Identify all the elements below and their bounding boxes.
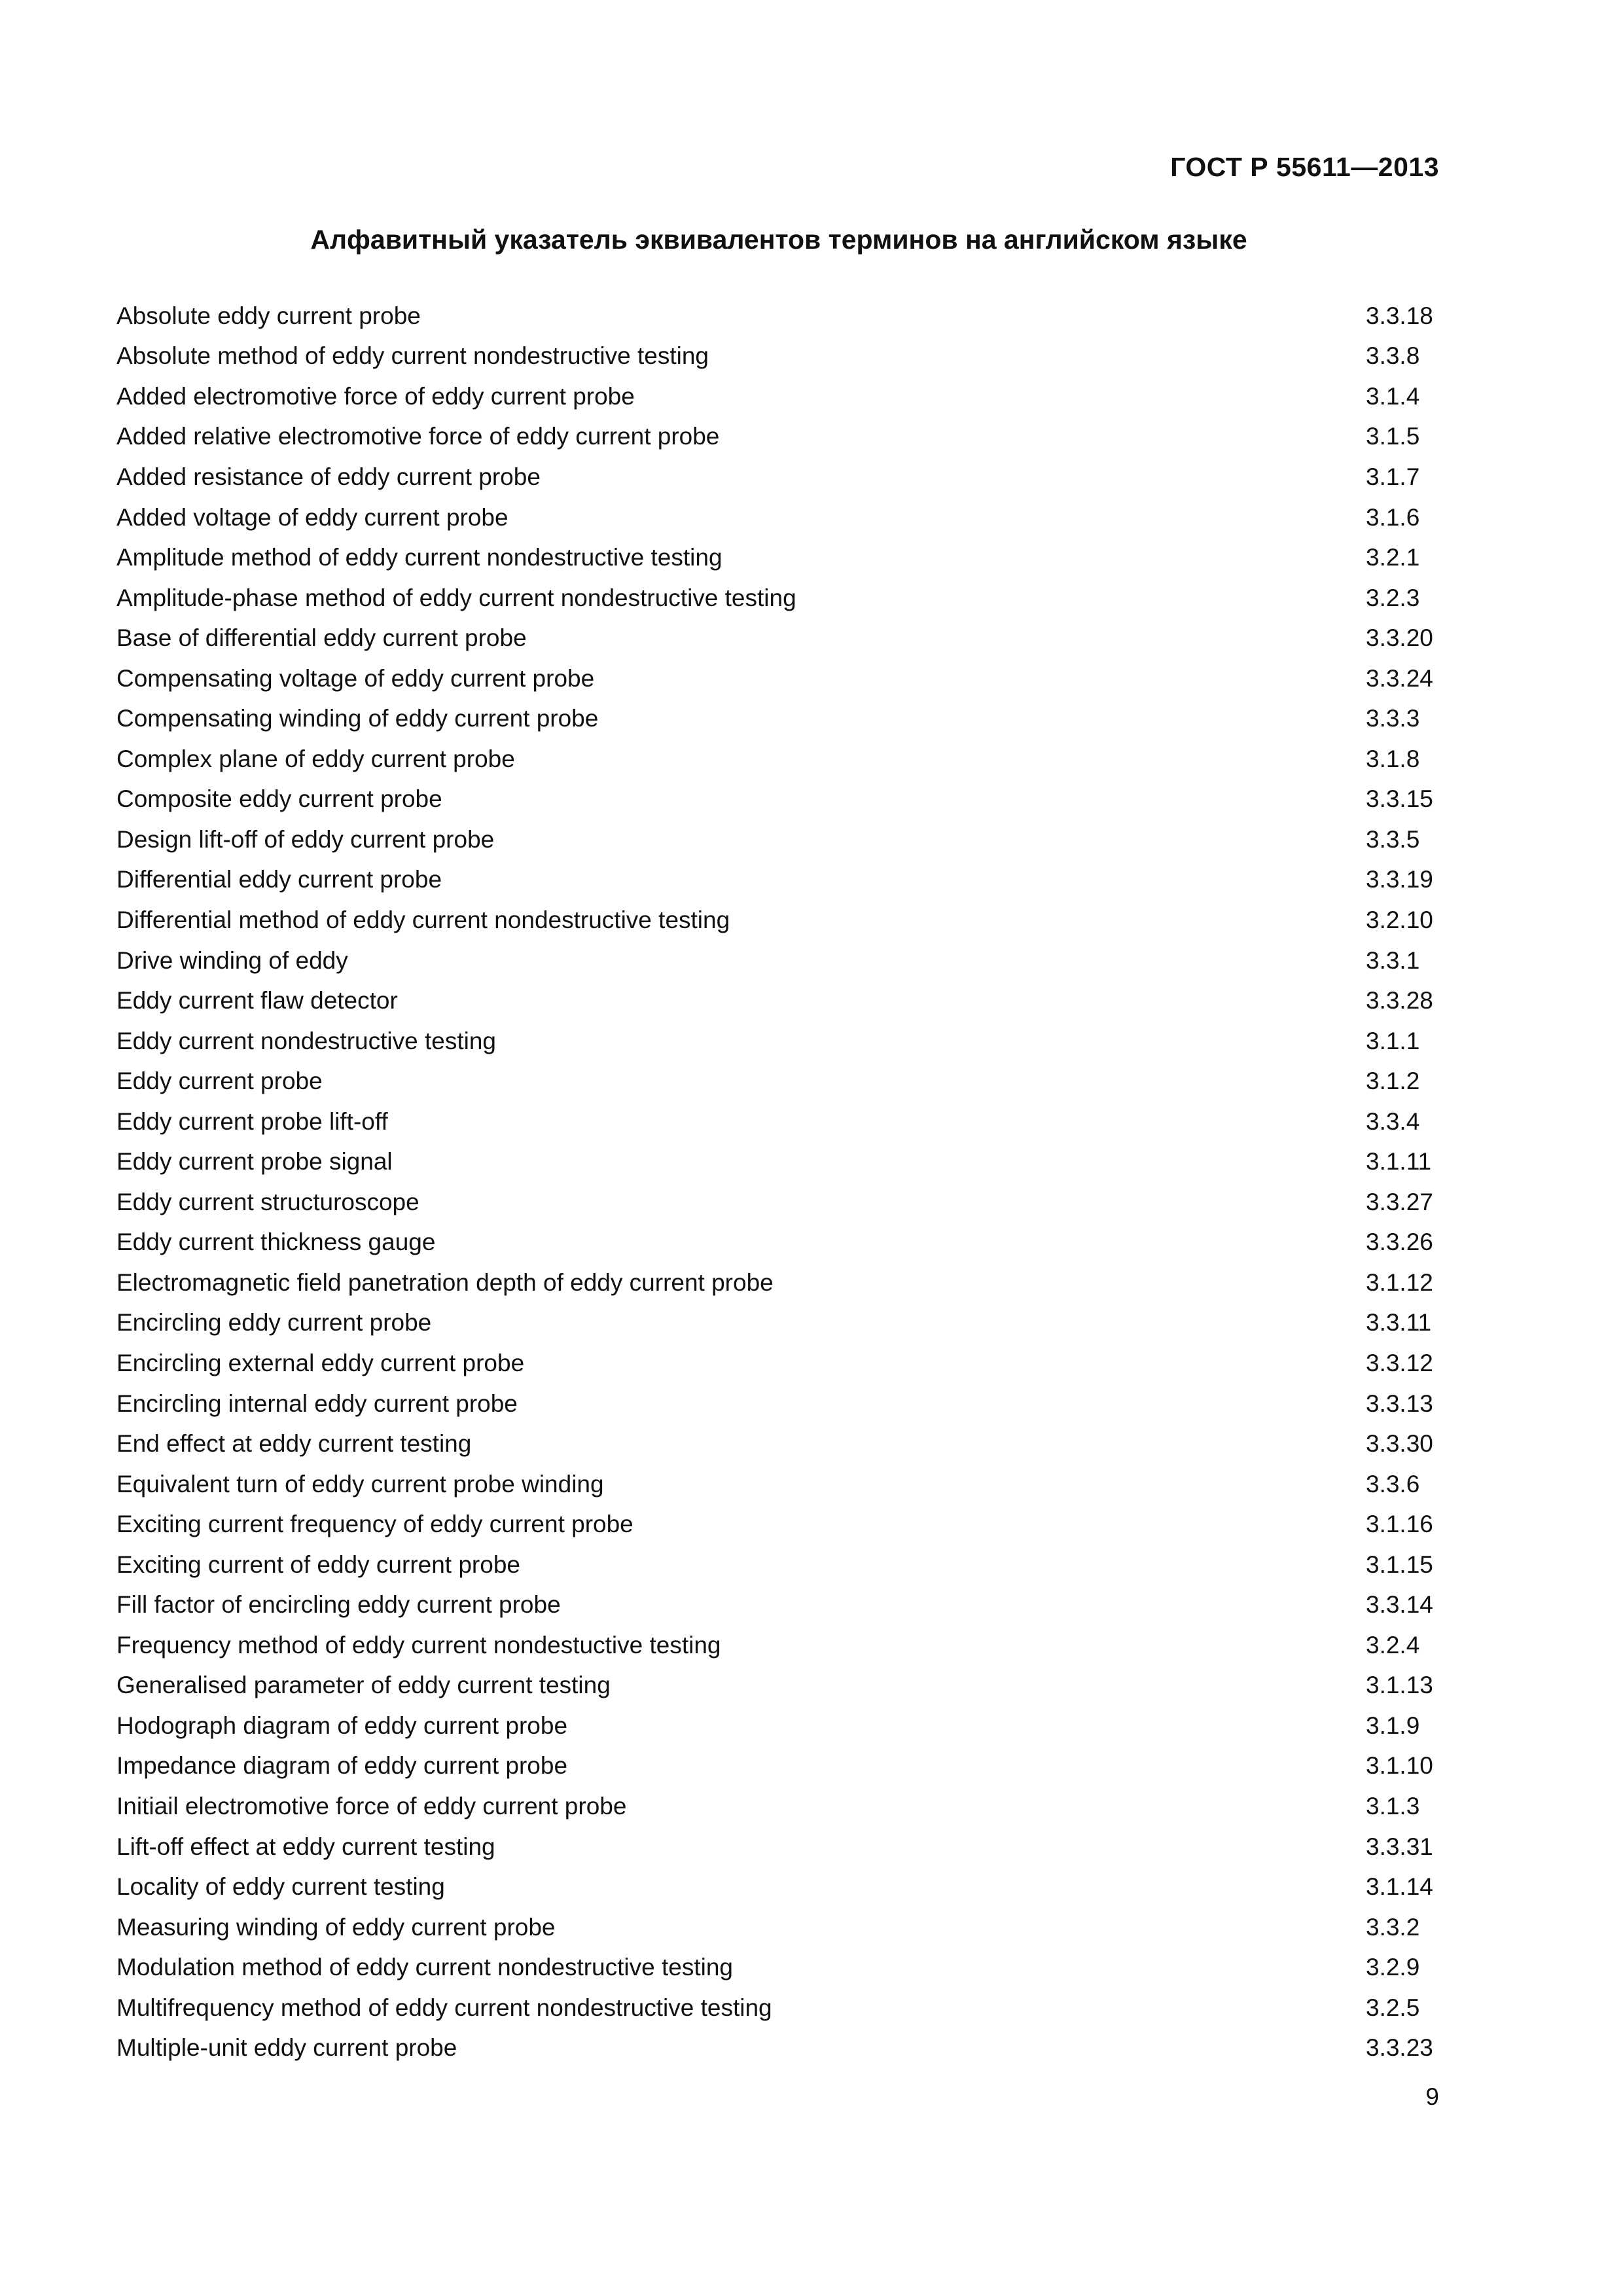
index-entry-term: Generalised parameter of eddy current testing (116, 1672, 611, 1699)
index-entry-ref: 3.3.24 (1366, 664, 1433, 692)
index-entry-ref: 3.1.1 (1366, 1027, 1420, 1054)
index-entry-term: Amplitude-phase method of eddy current nondestructive testing (116, 584, 796, 611)
index-entry-term: Equivalent turn of eddy current probe winding (116, 1470, 604, 1498)
index-entry (116, 1141, 1439, 1182)
index-entry (116, 336, 1439, 377)
index-entry-term: Initiail electromotive force of eddy current probe (116, 1793, 627, 1820)
index-entry-term: Base of differential eddy current probe (116, 624, 527, 652)
index-entry-ref: 3.3.19 (1366, 866, 1433, 893)
index-entry-term: Absolute method of eddy current nondestructive testing (116, 342, 709, 370)
index-entry-term: Electromagnetic field panetration depth of eddy current probe (116, 1268, 774, 1296)
index-entry-term: Exciting current of eddy current probe (116, 1551, 520, 1578)
index-entry-term: End effect at eddy current testing (116, 1430, 472, 1458)
index-entry-term: Added relative electromotive force of eddy current probe (116, 423, 720, 450)
index-entry-ref: 3.3.13 (1366, 1390, 1433, 1417)
index-entry-term: Impedance diagram of eddy current probe (116, 1752, 568, 1780)
index-entry (116, 1343, 1439, 1384)
index-entry-term: Absolute eddy current probe (116, 302, 421, 329)
index-entry (116, 497, 1439, 538)
index-entry (116, 1263, 1439, 1303)
index-entry (116, 1545, 1439, 1585)
index-entry (116, 1384, 1439, 1424)
index-entry (116, 1746, 1439, 1787)
index-entry-ref: 3.3.31 (1366, 1833, 1433, 1860)
index-entry-ref: 3.3.4 (1366, 1107, 1420, 1135)
index-entry-term: Encircling external eddy current probe (116, 1349, 525, 1376)
index-entry (116, 417, 1439, 457)
index-entry-term: Multifrequency method of eddy current nondestructive testing (116, 1994, 772, 2021)
index-entry-ref: 3.1.11 (1366, 1148, 1432, 1175)
index-entry-term: Multiple-unit eddy current probe (116, 2034, 457, 2062)
index-entry-term: Complex plane of eddy current probe (116, 745, 515, 772)
index-entry-ref: 3.3.6 (1366, 1470, 1420, 1498)
index-entry-ref: 3.2.4 (1366, 1631, 1420, 1659)
index-entry-ref: 3.3.20 (1366, 624, 1433, 652)
index-entry-term: Composite eddy current probe (116, 785, 442, 813)
index-entry (116, 1102, 1439, 1142)
index-entry (116, 1464, 1439, 1505)
index-entry (116, 296, 1439, 336)
index-entry-ref: 3.3.18 (1366, 302, 1433, 329)
index-entry-ref: 3.3.23 (1366, 2034, 1433, 2062)
index-entry-ref: 3.2.10 (1366, 906, 1433, 933)
index-entry (116, 1504, 1439, 1545)
index-entry-term: Fill factor of encircling eddy current probe (116, 1591, 561, 1619)
index-entry-ref: 3.1.5 (1366, 423, 1420, 450)
index-entry-ref: 3.2.5 (1366, 1994, 1420, 2021)
index-entry-term: Encircling eddy current probe (116, 1309, 432, 1336)
index-entry-term: Amplitude method of eddy current nondestructive testing (116, 544, 722, 571)
index-entry (116, 698, 1439, 739)
index-entry (116, 1907, 1439, 1948)
index-entry (116, 1786, 1439, 1827)
index-entry-ref: 3.1.15 (1366, 1551, 1433, 1578)
index-entry-ref: 3.1.7 (1366, 463, 1420, 490)
index-entry-term: Differential method of eddy current nondestructive testing (116, 906, 730, 933)
index-entry-ref: 3.1.9 (1366, 1712, 1420, 1739)
index-entry-ref: 3.3.14 (1366, 1591, 1433, 1619)
index-entry (116, 1827, 1439, 1867)
index-entry (116, 739, 1439, 780)
index-entry-term: Drive winding of eddy (116, 946, 348, 974)
index-entry (116, 537, 1439, 578)
index-entry-ref: 3.1.8 (1366, 745, 1420, 772)
index-entry-ref: 3.1.3 (1366, 1793, 1420, 1820)
index-entry-term: Added resistance of eddy current probe (116, 463, 541, 490)
index-entry (116, 1303, 1439, 1344)
document-code: ГОСТ Р 55611—2013 (1170, 152, 1439, 182)
index-entry-ref: 3.1.13 (1366, 1672, 1433, 1699)
index-entry-ref: 3.3.28 (1366, 987, 1433, 1014)
index-entry (116, 1223, 1439, 1263)
index-entry-ref: 3.3.11 (1366, 1309, 1432, 1336)
index-entry-term: Measuring winding of eddy current probe (116, 1913, 556, 1941)
index-entry-term: Eddy current probe signal (116, 1148, 393, 1175)
index-entry-ref: 3.3.2 (1366, 1913, 1420, 1941)
index-entry-ref: 3.3.15 (1366, 785, 1433, 813)
index-entry-term: Differential eddy current probe (116, 866, 442, 893)
index-entry-ref: 3.1.4 (1366, 382, 1420, 410)
index-entry (116, 1182, 1439, 1223)
index-entry-term: Eddy current structuroscope (116, 1188, 419, 1215)
index-entry (116, 578, 1439, 619)
index-entry (116, 1585, 1439, 1626)
index-entry-ref: 3.2.9 (1366, 1954, 1420, 1981)
index-entry-term: Eddy current flaw detector (116, 987, 398, 1014)
index-entry (116, 1021, 1439, 1062)
index-entry (116, 780, 1439, 820)
index-entry-term: Added electromotive force of eddy current probe (116, 382, 635, 410)
index-entry (116, 819, 1439, 860)
index-entry-term: Encircling internal eddy current probe (116, 1390, 518, 1417)
index-entry (116, 376, 1439, 417)
index-title: Алфавитный указатель эквивалентов терминов на английском языке (310, 224, 1247, 255)
index-entry-term: Frequency method of eddy current nondestuctive testing (116, 1631, 721, 1659)
index-entry-ref: 3.2.3 (1366, 584, 1420, 611)
index-entry-ref: 3.3.3 (1366, 705, 1420, 732)
index-entry (116, 1988, 1439, 2028)
index-entry-term: Eddy current nondestructive testing (116, 1027, 496, 1054)
index-entry-ref: 3.3.8 (1366, 342, 1420, 370)
index-entry (116, 1706, 1439, 1746)
index-entry-ref: 3.1.16 (1366, 1511, 1433, 1538)
index-entry-list (116, 296, 1439, 2068)
index-entry-term: Eddy current thickness gauge (116, 1229, 436, 1256)
index-entry (116, 860, 1439, 901)
index-entry-term: Hodograph diagram of eddy current probe (116, 1712, 568, 1739)
index-entry-ref: 3.1.2 (1366, 1067, 1420, 1095)
index-entry (116, 1947, 1439, 1988)
index-entry-term: Lift-off effect at eddy current testing (116, 1833, 495, 1860)
page-number: 9 (1425, 2083, 1439, 2110)
index-entry-ref: 3.2.1 (1366, 544, 1420, 571)
index-entry (116, 2028, 1439, 2069)
index-entry-term: Design lift-off of eddy current probe (116, 825, 495, 853)
index-entry (116, 1061, 1439, 1102)
index-entry (116, 980, 1439, 1021)
index-entry-term: Locality of eddy current testing (116, 1873, 445, 1901)
index-entry (116, 1666, 1439, 1706)
index-entry (116, 941, 1439, 981)
index-entry-term: Added voltage of eddy current probe (116, 503, 508, 531)
index-entry-term: Compensating voltage of eddy current probe (116, 664, 595, 692)
index-entry-term: Compensating winding of eddy current probe (116, 705, 599, 732)
index-entry-ref: 3.1.14 (1366, 1873, 1433, 1901)
index-entry-ref: 3.3.5 (1366, 825, 1420, 853)
index-entry-ref: 3.1.12 (1366, 1268, 1433, 1296)
index-entry-term: Eddy current probe (116, 1067, 323, 1095)
index-entry (116, 900, 1439, 941)
index-entry-term: Eddy current probe lift-off (116, 1107, 388, 1135)
index-entry (116, 618, 1439, 658)
index-entry-term: Modulation method of eddy current nondestructive testing (116, 1954, 734, 1981)
index-entry-ref: 3.1.10 (1366, 1752, 1433, 1780)
index-entry-ref: 3.3.27 (1366, 1188, 1433, 1215)
index-entry-term: Exciting current frequency of eddy current probe (116, 1511, 633, 1538)
index-entry (116, 1867, 1439, 1907)
index-entry-ref: 3.3.1 (1366, 946, 1420, 974)
index-entry (116, 1625, 1439, 1666)
index-entry (116, 658, 1439, 699)
index-entry (116, 457, 1439, 497)
index-entry-ref: 3.1.6 (1366, 503, 1420, 531)
index-entry-ref: 3.3.12 (1366, 1349, 1433, 1376)
index-entry-ref: 3.3.26 (1366, 1229, 1433, 1256)
index-entry-ref: 3.3.30 (1366, 1430, 1433, 1458)
index-entry (116, 1424, 1439, 1464)
